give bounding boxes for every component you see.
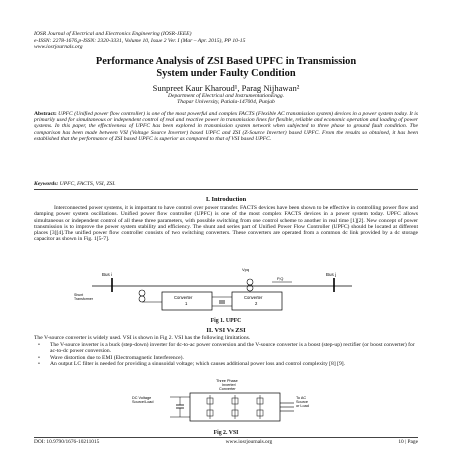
list-item: • An output LC filter is needed for providing a sinusoidal voltage; which causes additional power loss and control complexity [8] [9]. bbox=[38, 360, 346, 367]
bus-i-label: Bus i bbox=[102, 272, 113, 277]
list-item: • Wave distortion due to EMI (Electromagnetic Interference). bbox=[38, 354, 184, 361]
vpq-label: Vpq bbox=[242, 267, 250, 272]
footer-site[interactable]: www.iosrjournals.org bbox=[225, 439, 273, 445]
converter-1-num: 1 bbox=[185, 301, 188, 306]
journal-header bbox=[34, 31, 245, 51]
list-item: • The V-source inverter is a buck (step-down) inverter for dc-to-ac power conversion and the V-source converter is a boost (step-up) rectifier (or boost converter) for ac-to-dc power conversion. bbox=[34, 342, 418, 355]
switch-legs bbox=[207, 395, 263, 419]
keywords-label: Keywords: bbox=[34, 181, 59, 187]
bus-j-label: Bus j bbox=[326, 272, 337, 277]
doi: DOI: 10.9790/1676-10211015 bbox=[34, 439, 100, 445]
dc-label-1: DC Voltage bbox=[132, 396, 152, 400]
keywords-text: UPFC, FACTS, VSI, ZSI. bbox=[58, 181, 116, 187]
bullet-text: Wave distortion due to EMI (Electromagnetic Interference). bbox=[50, 354, 184, 361]
abstract-text: UPFC (Unified power flow controller) is one of the most powerful and complex FACTS (Flexible AC transmission system) devices in a power system today. It is primarily used for simultaneous or independent control of real and reactive power in transmission lines for flexible, reliable and economic operation and loading of power systems. In this paper, the effectiveness of UPFC has been explored in transmission system network when subjected to three phase to ground fault condition. The comparison has been made between VSI (Voltage Source Inverter) based UPFC and ZSI (Z-Source Inverter) based UPFC. From the results so obtained, it has been established that the performance of ZSI based UPFC is superior as compared to that of VSI based UPFC. bbox=[34, 111, 418, 142]
fig2-caption: Fig 2. VSI bbox=[213, 430, 239, 436]
divider bbox=[34, 189, 418, 190]
journal-url[interactable]: www.iosrjournals.org bbox=[34, 44, 83, 51]
section-1-text: Interconnected power systems, it is important to have control over power transfer. FACTS devices have been shown to be effective in controlling power flow and damping power system oscillations. Unified power flow controller (UPFC) is one of the most complex FACTS devices in a power system today. UPFC allows simultaneous or independent control of all these three parameters, with possible switching from one control scheme to another in real time [1][2]. New concept of power transmission is to improve the power system stability and efficiency. The shunt and series part of Unified Power Flow Controller (UPFC) should be located at different places [3][4].The unified power flow controller consists of two switching converters. These converters are operated from a common dc link provided by a dc storage capacitor as shown in Fig. 1[5-7]. bbox=[34, 205, 418, 243]
abstract-label: Abstract: bbox=[34, 111, 57, 117]
page-footer bbox=[34, 439, 418, 445]
section-2-heading: II. VSI Vs ZSI bbox=[206, 327, 246, 334]
bullet-text: The V-source inverter is a buck (step-down) inverter for dc-to-ac power conversion and the V-source converter is a boost (step-up) rectifier (or boost converter) for ac-to-dc power conversion. bbox=[50, 342, 415, 355]
journal-name: IOSR Journal of Electrical and Electronics Engineering (IOSR-JEEE) bbox=[34, 31, 192, 37]
page-number: 10 | Page bbox=[398, 439, 418, 445]
fig1-caption: Fig 1. UPFC bbox=[210, 318, 242, 324]
shunt-transformer-2 bbox=[139, 296, 145, 302]
title-line-1: Performance Analysis of ZSI Based UPFC in Transmission bbox=[95, 56, 357, 67]
keywords bbox=[34, 181, 116, 187]
shunt-label: Shunt bbox=[74, 293, 84, 297]
inverter-label-3: Converter bbox=[219, 387, 236, 391]
limitations-list bbox=[34, 342, 418, 367]
dc-label-2: Source/Load bbox=[132, 400, 154, 404]
authors: Sunpreet Kaur Kharoud¹, Parag Nijhawan² bbox=[152, 83, 300, 93]
figure-vsi bbox=[130, 377, 330, 427]
affiliation-univ: Thapar University, Patiala-147004, Punjab bbox=[177, 99, 275, 106]
inverter-label-2: Inverter/ bbox=[222, 383, 236, 387]
affiliation bbox=[0, 93, 452, 106]
figure-upfc bbox=[72, 266, 372, 314]
converter-2-num: 2 bbox=[255, 301, 258, 306]
shunt-label-2: Transformer bbox=[74, 297, 93, 301]
paper-title bbox=[0, 56, 452, 80]
converter-2-label: Converter bbox=[244, 295, 263, 300]
ac-label-3: or Load bbox=[296, 404, 309, 408]
journal-issn: e-ISSN: 2278-1676,p-ISSN: 2320-3331, Volume 10, Issue 2 Ver. I (Mar – Apr. 2015), PP 10-15 bbox=[34, 37, 246, 44]
converter-1-label: Converter bbox=[174, 295, 193, 300]
series-transformer bbox=[247, 279, 253, 285]
ac-label-1: To AC bbox=[296, 396, 307, 400]
section-1-heading: I. Introduction bbox=[205, 196, 247, 203]
title-line-2: System under Faulty Condition bbox=[156, 68, 296, 79]
shunt-transformer bbox=[139, 290, 145, 296]
inverter-label-1: Three Phase bbox=[216, 379, 238, 383]
footer-divider bbox=[34, 437, 418, 438]
bullet-text: An output LC filter is needed for providing a sinusoidal voltage; which causes additional power loss and control complexity [8] [9]. bbox=[50, 360, 346, 367]
pq-label: P,Q bbox=[277, 276, 284, 281]
section-2-text: The V-source converter is widely used. VSI is shown in Fig 2. VSI has the following limitations. bbox=[34, 335, 251, 341]
ac-label-2: Source bbox=[296, 400, 309, 404]
affiliation-dept: Department of Electrical and InstrumentationEngg. bbox=[167, 93, 285, 99]
abstract bbox=[34, 111, 418, 142]
